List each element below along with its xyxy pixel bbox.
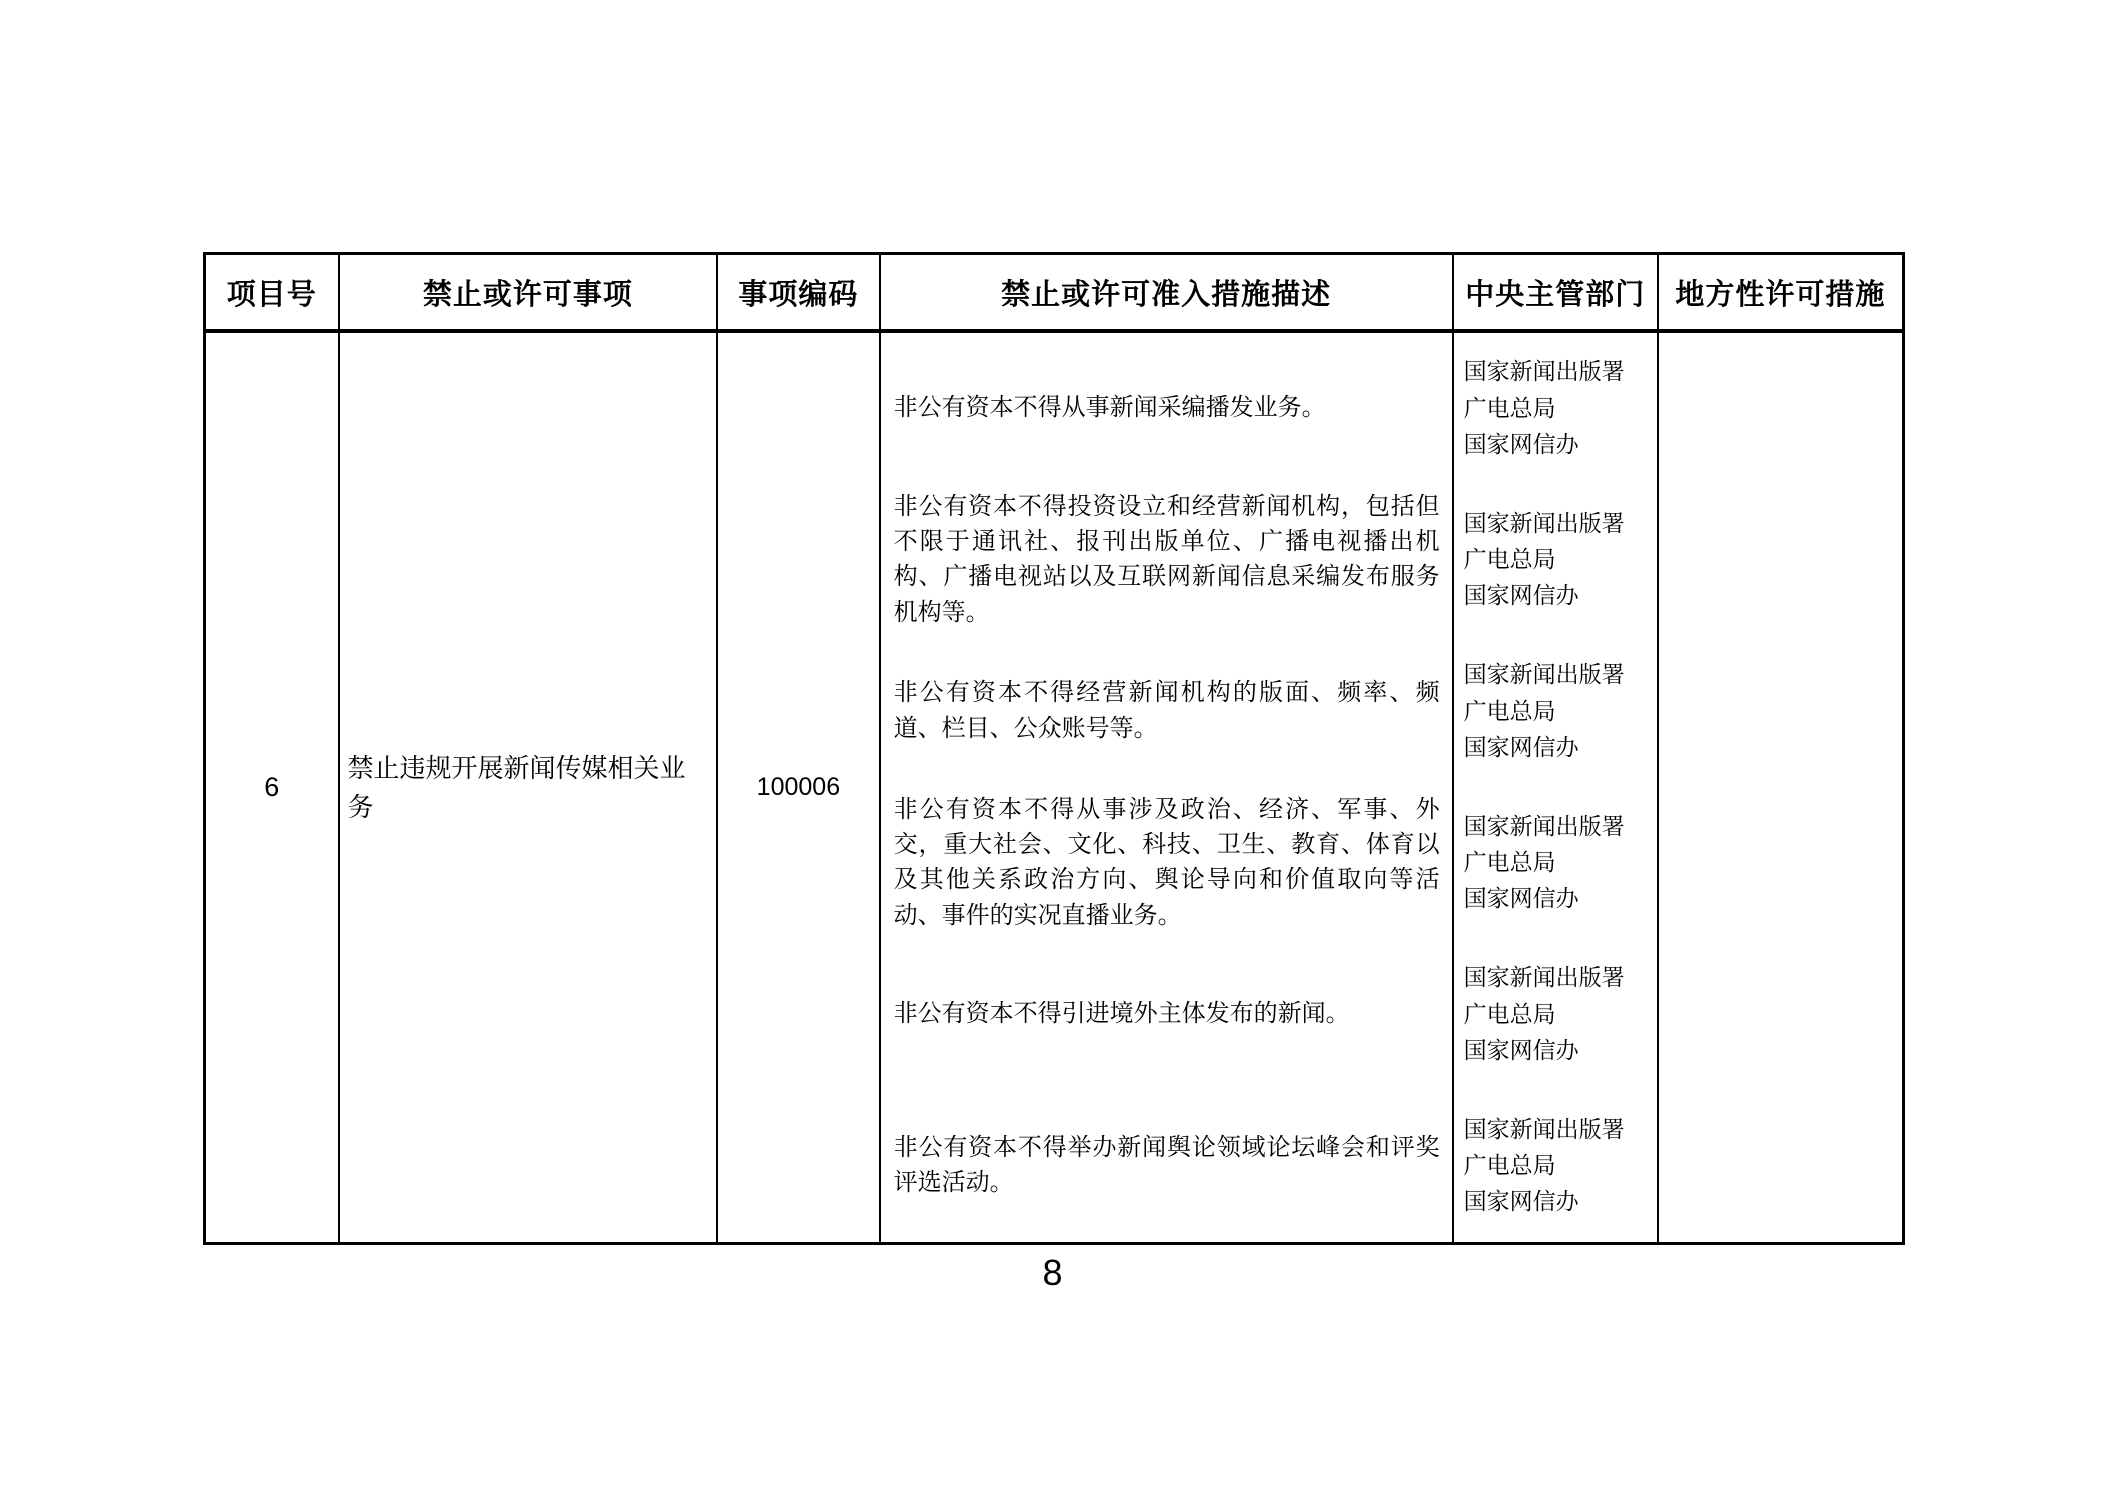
- measure-description-3: [881, 636, 1452, 788]
- table-header-row: [206, 255, 1902, 333]
- measure-description-text: 非公有资本不得引进境外主体发布的新闻。: [893, 1001, 1350, 1028]
- department-list-6: [1454, 1091, 1657, 1243]
- department-list-3: [1454, 636, 1657, 788]
- header-central-dept: 中央主管部门: [1454, 255, 1659, 329]
- header-matter: 禁止或许可事项: [340, 255, 719, 329]
- department-name: 国家新闻出版署: [1463, 813, 1625, 839]
- header-measure-desc: 禁止或许可准入措施描述: [881, 255, 1454, 329]
- cell-local-measures: [1659, 333, 1902, 1242]
- measure-description-text: 非公有资本不得举办新闻舆论领域论坛峰会和评奖评选活动。: [893, 1134, 1440, 1197]
- market-access-table: [203, 252, 1905, 1245]
- header-code: 事项编码: [718, 255, 880, 329]
- measure-description-5: [881, 939, 1452, 1091]
- department-name: 广电总局: [1463, 547, 1556, 573]
- department-name: 国家网信办: [1463, 886, 1579, 912]
- department-list-2: [1454, 485, 1657, 637]
- department-name: 国家网信办: [1463, 431, 1579, 457]
- department-name: 广电总局: [1463, 698, 1556, 724]
- measure-description-text: 非公有资本不得经营新闻机构的版面、频率、频道、栏目、公众账号等。: [893, 680, 1440, 742]
- department-name: 国家网信办: [1463, 1037, 1579, 1063]
- department-name: 国家新闻出版署: [1463, 1116, 1625, 1142]
- cell-measure-descriptions: [881, 333, 1454, 1242]
- matter-value: 禁止违规开展新闻传媒相关业务: [347, 753, 686, 822]
- department-list-5: [1454, 939, 1657, 1091]
- department-name: 国家新闻出版署: [1463, 965, 1625, 991]
- page-number: 8: [1042, 1252, 1063, 1293]
- item-no-value: 6: [264, 772, 280, 802]
- measure-description-text: 非公有资本不得从事新闻采编播发业务。: [893, 395, 1326, 422]
- department-name: 广电总局: [1463, 1001, 1556, 1027]
- department-name: 国家新闻出版署: [1463, 662, 1625, 688]
- cell-item-no: [206, 333, 340, 1242]
- measure-description-1: [881, 333, 1452, 485]
- measure-description-2: [881, 485, 1452, 637]
- department-name: 国家新闻出版署: [1463, 359, 1625, 385]
- cell-matter: [340, 333, 719, 1242]
- measure-description-text: 非公有资本不得投资设立和经营新闻机构，包括但不限于通讯社、报刊出版单位、广播电视播出机构、广播电视站以及互联网新闻信息采编发布服务机构等。: [893, 493, 1440, 626]
- department-name: 广电总局: [1463, 1153, 1556, 1179]
- measure-description-6: [881, 1091, 1452, 1243]
- department-name: 国家网信办: [1463, 583, 1579, 609]
- header-local-measures: 地方性许可措施: [1675, 278, 1886, 311]
- department-list-4: [1454, 788, 1657, 940]
- measure-description-text: 非公有资本不得从事涉及政治、经济、军事、外交，重大社会、文化、科技、卫生、教育、体育以及其他关系政治方向、舆论导向和价值取向等活动、事件的实况直播业务。: [893, 796, 1440, 929]
- department-name: 国家网信办: [1463, 734, 1579, 760]
- department-list-1: [1454, 333, 1657, 485]
- cell-central-departments: [1454, 333, 1659, 1242]
- department-name: 广电总局: [1463, 850, 1556, 876]
- measure-description-4: [881, 788, 1452, 940]
- department-name: 国家网信办: [1463, 1189, 1579, 1215]
- department-name: 广电总局: [1463, 395, 1556, 421]
- cell-code: [718, 333, 880, 1242]
- table-body-row: [206, 333, 1902, 1242]
- header-item-no: 项目号: [206, 255, 340, 329]
- code-value: 100006: [756, 773, 841, 801]
- department-name: 国家新闻出版署: [1463, 510, 1625, 536]
